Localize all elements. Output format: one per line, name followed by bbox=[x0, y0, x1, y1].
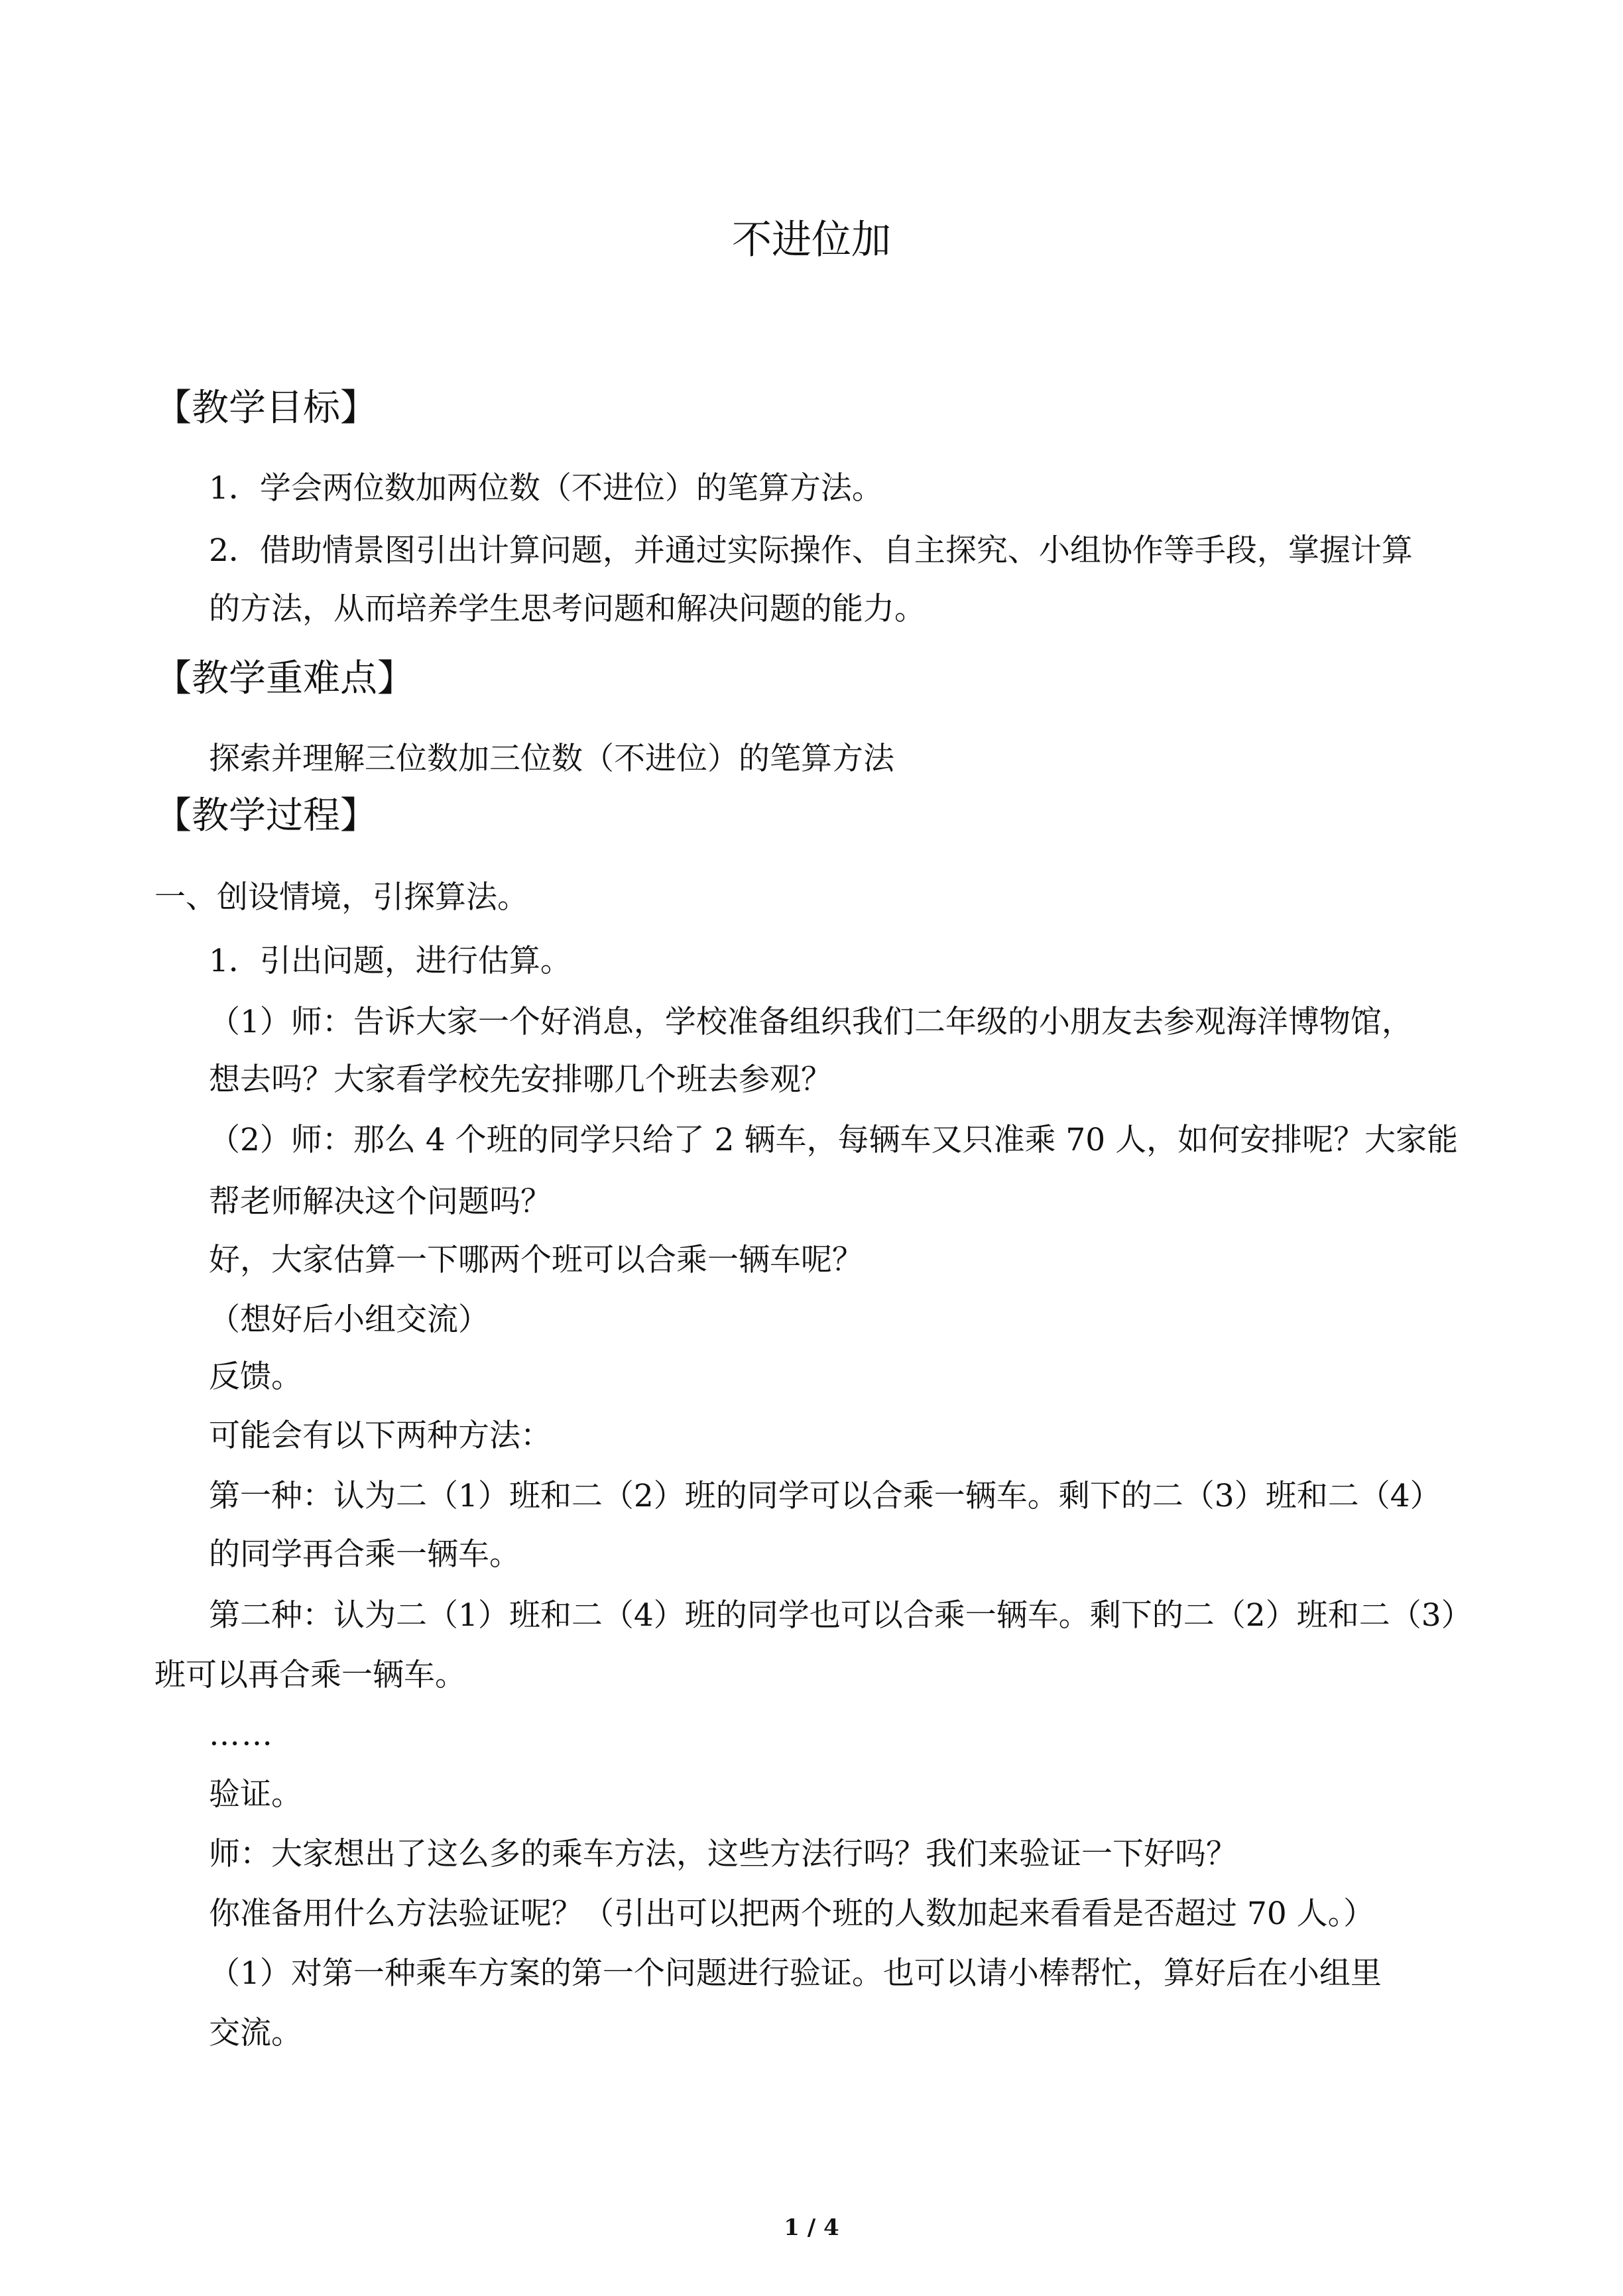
process-heading: 【教学过程】 bbox=[154, 794, 377, 837]
key-points-text: 探索并理解三位数加三位数（不进位）的笔算方法 bbox=[209, 741, 894, 777]
ask-text: 你准备用什么方法验证呢？（引出可以把两个班的人数加起来看看是否超过 70 人。） bbox=[209, 1896, 1375, 1932]
verify-step-1-cont: 交流。 bbox=[209, 2015, 302, 2051]
verify-step-1: （1）对第一种乘车方案的第一个问题进行验证。也可以请小棒帮忙，算好后在小组里 bbox=[209, 1955, 1382, 1992]
ellipsis: …… bbox=[209, 1717, 274, 1753]
document-title: 不进位加 bbox=[732, 217, 891, 263]
paragraph-2-cont: 帮老师解决这个问题吗？ bbox=[209, 1183, 552, 1220]
objective-item-2: 2．借助情景图引出计算问题，并通过实际操作、自主探究、小组协作等手段，掌握计算 bbox=[209, 532, 1413, 569]
verify-text: 验证。 bbox=[209, 1776, 302, 1813]
objective-item-1: 1．学会两位数加两位数（不进位）的笔算方法。 bbox=[209, 470, 883, 507]
estimate-text: 好，大家估算一下哪两个班可以合乘一辆车呢？ bbox=[209, 1242, 863, 1278]
objective-item-2-cont: 的方法，从而培养学生思考问题和解决问题的能力。 bbox=[209, 591, 926, 627]
think-text: （想好后小组交流） bbox=[209, 1301, 489, 1338]
paragraph-2: （2）师：那么 4 个班的同学只给了 2 辆车，每辆车又只准乘 70 人，如何安排呢？大家能 bbox=[209, 1122, 1459, 1158]
methods-intro: 可能会有以下两种方法： bbox=[209, 1418, 552, 1454]
paragraph-1-cont: 想去吗？大家看学校先安排哪几个班去参观？ bbox=[209, 1061, 832, 1098]
method-1: 第一种：认为二（1）班和二（2）班的同学可以合乘一辆车。剩下的二（3）班和二（4） bbox=[209, 1478, 1441, 1514]
page-number: 1 / 4 bbox=[784, 2214, 839, 2241]
key-points-heading: 【教学重难点】 bbox=[154, 657, 414, 700]
process-part-1: 一、创设情境，引探算法。 bbox=[154, 879, 528, 916]
method-2-cont: 班可以再合乘一辆车。 bbox=[154, 1657, 466, 1693]
process-step-1: 1．引出问题，进行估算。 bbox=[209, 943, 571, 979]
method-2: 第二种：认为二（1）班和二（4）班的同学也可以合乘一辆车。剩下的二（2）班和二（3） bbox=[209, 1597, 1473, 1634]
method-1-cont: 的同学再合乘一辆车。 bbox=[209, 1536, 520, 1573]
paragraph-1: （1）师：告诉大家一个好消息，学校准备组织我们二年级的小朋友去参观海洋博物馆， bbox=[209, 1004, 1413, 1040]
teacher-text: 师：大家想出了这么多的乘车方法，这些方法行吗？我们来验证一下好吗？ bbox=[209, 1836, 1237, 1872]
feedback-text: 反馈。 bbox=[209, 1359, 302, 1395]
objectives-heading: 【教学目标】 bbox=[154, 387, 377, 430]
